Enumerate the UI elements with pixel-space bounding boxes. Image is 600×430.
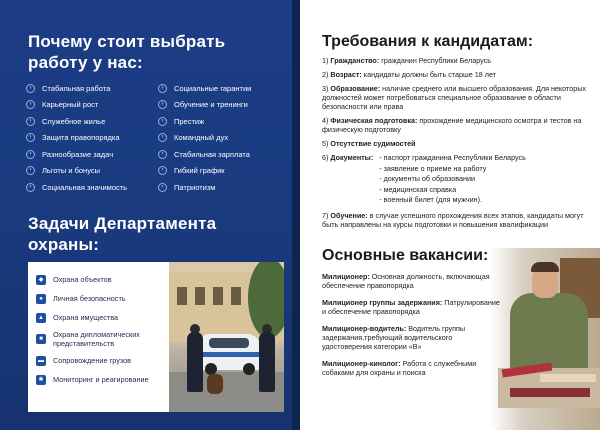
vacancy-item: Милиционер: Основная должность, включающая обеспечение правопорядка xyxy=(322,272,490,290)
chevron-right-icon: › xyxy=(158,100,167,109)
benefit-item: › Карьерный рост xyxy=(26,97,158,114)
benefits-column-1 xyxy=(26,80,158,196)
benefit-item: › Разнообразие задач xyxy=(26,146,158,163)
task-item: ■ Охрана дипломатических представительств xyxy=(36,327,172,351)
benefit-item: › Престиж xyxy=(158,113,290,130)
benefit-item: › Социальные гарантии xyxy=(158,80,290,97)
benefit-item: › Льготы и бонусы xyxy=(26,163,158,180)
chevron-right-icon: › xyxy=(26,166,35,175)
tasks-card xyxy=(28,262,284,412)
benefit-item: › Гибкий график xyxy=(158,163,290,180)
chevron-right-icon: › xyxy=(158,84,167,93)
panel-fold-edge xyxy=(292,0,300,430)
guards-photo xyxy=(169,262,284,412)
chevron-right-icon: › xyxy=(158,133,167,142)
requirements-title: Требования к кандидатам: xyxy=(322,33,534,50)
chevron-right-icon: › xyxy=(26,150,35,159)
vacancy-item: Милиционер-водитель: Водитель группы задержания,требующий водительского удостоверения категории «B» xyxy=(322,324,466,351)
chevron-right-icon: › xyxy=(26,117,35,126)
gear-icon: ✱ xyxy=(36,375,46,385)
task-item: ▬ Сопровождение грузов xyxy=(38,356,132,365)
vacancies-title: Основные вакансии: xyxy=(322,247,489,264)
requirement-age: 2) Возраст: кандидаты должны быть старше 18 лет xyxy=(322,70,497,79)
vacancies-list xyxy=(322,272,504,385)
requirement-documents: 6) Документы: - паспорт гражданина Республики Беларусь - заявление о приеме на работу - документы об образовании - медицинская справка - военный билет (для мужчин). xyxy=(322,153,526,204)
chevron-right-icon: › xyxy=(158,166,167,175)
tasks-title: Задачи Департамента охраны: xyxy=(28,214,217,254)
vacancy-item: Милиционер группы задержания: Патрулирование и обеспечение правопорядка xyxy=(322,298,500,316)
benefit-item: › Обучение и тренинги xyxy=(158,97,290,114)
task-item: ✱ Мониторинг и реагирование xyxy=(36,370,172,389)
chevron-right-icon: › xyxy=(158,117,167,126)
documents-list: - паспорт гражданина Республики Беларусь - заявление о приеме на работу - документы об образовании - медицинская справка - военный билет (для мужчин). xyxy=(379,153,526,204)
requirement-no-record: 5) Отсутствие судимостей xyxy=(322,139,416,148)
benefit-item: › Командный дух xyxy=(158,130,290,147)
right-panel xyxy=(300,0,600,430)
task-item: ◆ Охрана объектов xyxy=(36,270,172,289)
why-title: Почему стоит выбрать работу у нас: xyxy=(28,32,226,72)
shield-icon: ◆ xyxy=(36,275,46,285)
requirement-training: 7) Обучение: в случае успешного прохождения всех этапов, кандидаты могут быть направлены на курсы подготовки и повышения квалификации xyxy=(322,210,584,229)
benefit-item: › Стабильная работа xyxy=(26,80,158,97)
requirement-citizenship: 1) Гражданство: гражданин Республики Беларусь xyxy=(322,56,492,65)
chevron-right-icon: › xyxy=(26,133,35,142)
benefits-column-2 xyxy=(158,80,290,196)
person-icon: ● xyxy=(36,294,46,304)
requirement-physical: 4) Физическая подготовка: прохождение медицинского осмотра и тестов на физическую подготовку xyxy=(322,116,582,134)
task-item: ● Личная безопасность xyxy=(36,289,172,308)
vacancy-item: Милиционер-кинолог: Работа с служебными собаками для охраны и поиска xyxy=(322,359,477,377)
tasks-list xyxy=(36,270,172,389)
requirement-education: 3) Образование: наличие среднего или высшего образования. Для некоторых должностей может потребоваться специальное образование в области безопасности или права xyxy=(322,84,586,111)
task-item: ▲ Охрана имущества xyxy=(36,308,172,327)
chevron-right-icon: › xyxy=(26,183,35,192)
benefit-item: › Защита правопорядка xyxy=(26,130,158,147)
benefit-item: › Социальная значимость xyxy=(26,179,158,196)
briefcase-icon: ■ xyxy=(36,334,46,344)
chevron-right-icon: › xyxy=(158,183,167,192)
officer-photo xyxy=(490,248,600,430)
chevron-right-icon: › xyxy=(158,150,167,159)
requirements-list xyxy=(322,56,592,234)
benefit-item: › Патриотизм xyxy=(158,179,290,196)
truck-icon: ▬ xyxy=(38,357,44,364)
house-icon: ▲ xyxy=(36,313,46,323)
benefit-item: › Служебное жилье xyxy=(26,113,158,130)
benefit-item: › Стабильная зарплата xyxy=(158,146,290,163)
chevron-right-icon: › xyxy=(26,84,35,93)
benefits-list xyxy=(26,80,290,196)
chevron-right-icon: › xyxy=(26,100,35,109)
